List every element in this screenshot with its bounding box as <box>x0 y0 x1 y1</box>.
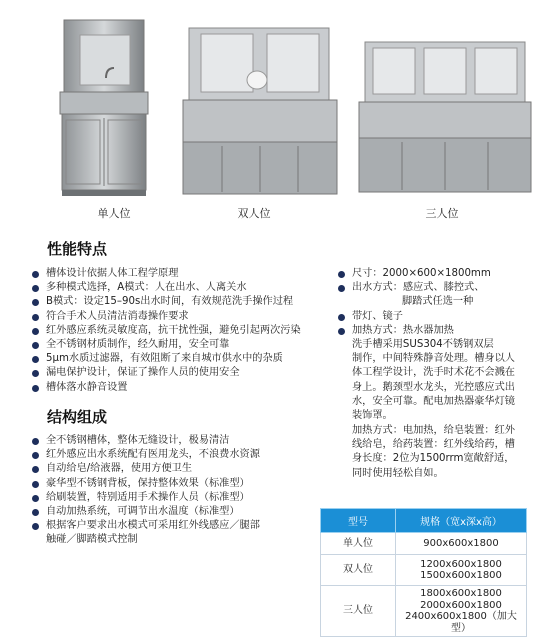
bullet-icon <box>32 356 39 363</box>
bullet-icon <box>32 285 39 292</box>
list-item: 自动加热系统，可调节出水温度（标准型） <box>32 505 260 519</box>
size-cell: 900x600x1800 <box>396 533 527 555</box>
list-item: B模式：设定15–90s出水时间，有效规范洗手操作过程 <box>32 295 301 309</box>
list-item: 加热方式：热水器加热 <box>338 324 491 338</box>
triple-sink-image <box>355 0 535 205</box>
features-left-list <box>32 267 301 395</box>
list-item: 全不锈钢槽体，整体无缝设计，极易清洁 <box>32 434 260 448</box>
list-item: 符合手术人员清洁消毒操作要求 <box>32 310 301 324</box>
bullet-icon <box>338 314 345 321</box>
bullet-icon <box>32 342 39 349</box>
features-title: 性能特点 <box>47 240 108 258</box>
caption-triple: 三人位 <box>425 207 459 220</box>
list-item: 尺寸：2000×600×1800mm <box>338 267 491 281</box>
spec-table <box>320 508 527 637</box>
bullet-icon <box>32 481 39 488</box>
model-cell: 单人位 <box>321 533 396 555</box>
features-right-list <box>338 267 491 338</box>
bullet-icon <box>32 523 39 530</box>
caption-single: 单人位 <box>97 207 131 220</box>
bullet-icon <box>32 271 39 278</box>
list-item-cont: 脚踏式任选一种 <box>402 296 474 308</box>
bullet-icon <box>32 509 39 516</box>
bullet-icon <box>32 466 39 473</box>
list-item: 5μm水质过滤器，有效阻断了来自城市供水中的杂质 <box>32 352 301 366</box>
description-paragraph: 洗手槽采用SUS304不锈钢双层 制作，中间特殊静音处理。槽身以人 体工程学设计，洗手时术花不会溅在 身上。鹅颈型水龙头，光控感应式出 水，安全可靠。配电加热器豪华灯镜 装饰罩。 <box>352 339 515 422</box>
list-item: 全不锈钢材质制作，经久耐用，安全可靠 <box>32 338 301 352</box>
table-header-row <box>321 509 527 533</box>
caption-double: 双人位 <box>237 207 271 220</box>
bullet-icon <box>32 385 39 392</box>
list-item: 带灯、镜子 <box>338 310 491 324</box>
heating-paragraph: 加热方式：电加热，给皂装置：红外 线给皂，给药装置：红外线给药，槽 身长度：2位为1500rrm宽敞舒适， 同时使用轻松自如。 <box>352 425 515 479</box>
list-item: 根据客户要求出水模式可采用红外线感应／腿部 <box>32 519 260 533</box>
structure-list <box>32 434 260 548</box>
list-item: 豪华型不锈钢背板，保持整体效果（标准型） <box>32 477 260 491</box>
bullet-icon <box>32 370 39 377</box>
list-item: 多种模式选择，A模式：人在出水、人离关水 <box>32 281 301 295</box>
table-row <box>321 533 527 555</box>
list-item: 给刷装置，特别适用手术操作人员（标准型） <box>32 491 260 505</box>
list-item: 槽体设计依据人体工程学原理 <box>32 267 301 281</box>
size-cell: 1800x600x1800 2000x600x1800 2400x600x1800（加大型） <box>396 586 527 637</box>
bullet-icon <box>32 438 39 445</box>
list-item: 红外感应系统灵敏度高，抗干扰性强，避免引起两次污染 <box>32 324 301 338</box>
bullet-icon <box>32 495 39 502</box>
bullet-icon <box>338 328 345 335</box>
list-item: 槽体落水静音设置 <box>32 381 301 395</box>
list-item: 出水方式：感应式、膝控式、 <box>338 281 491 295</box>
bullet-icon <box>338 285 345 292</box>
table-row <box>321 586 527 637</box>
list-item: 自动给皂/给液器，使用方便卫生 <box>32 462 260 476</box>
bullet-icon <box>32 452 39 459</box>
list-item-cont: 触碰／脚踏模式控制 <box>46 534 138 546</box>
model-cell: 三人位 <box>321 586 396 637</box>
bullet-icon <box>32 314 39 321</box>
list-item: 红外感应出水系统配有医用龙头，不浪费水资源 <box>32 448 260 462</box>
bullet-icon <box>338 271 345 278</box>
header-model: 型号 <box>321 509 396 533</box>
product-images <box>0 0 560 225</box>
list-item: 漏电保护设计，保证了操作人员的使用安全 <box>32 366 301 380</box>
single-sink-image <box>50 0 160 205</box>
double-sink-image <box>175 0 345 205</box>
header-size: 规格（宽x深x高） <box>396 509 527 533</box>
model-cell: 双人位 <box>321 555 396 586</box>
structure-title: 结构组成 <box>47 408 108 426</box>
size-cell: 1200x600x1800 1500x600x1800 <box>396 555 527 586</box>
table-row <box>321 555 527 586</box>
bullet-icon <box>32 299 39 306</box>
bullet-icon <box>32 328 39 335</box>
